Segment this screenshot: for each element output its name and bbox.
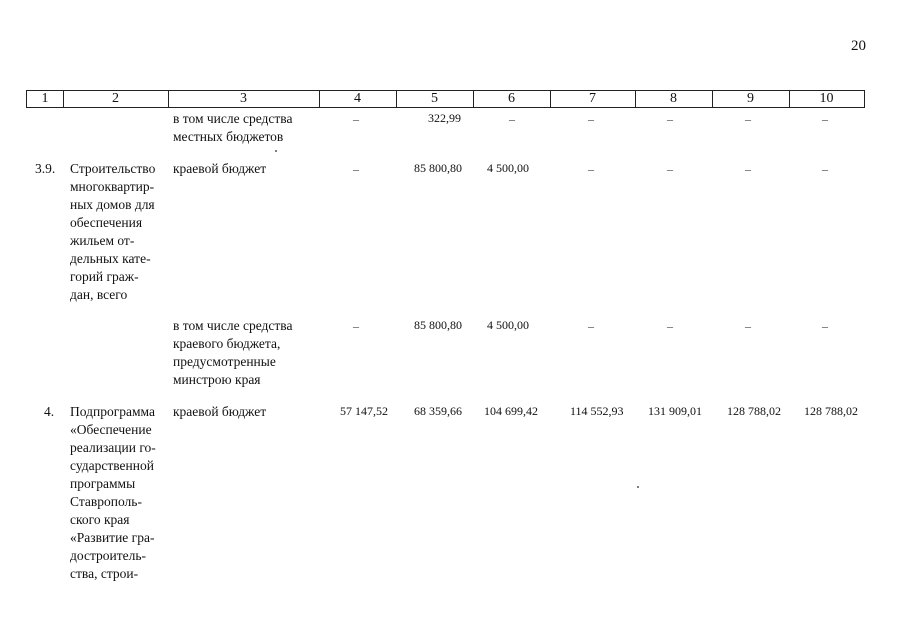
header-col-1: 1 [41,91,49,106]
row-3-9-name-line: горий граж- [70,269,139,284]
row-3-9-sub-col-8: – [667,319,673,333]
row-3-9-sub-source [173,317,315,389]
header-col-7: 7 [589,91,596,106]
row-3-9-sub-col-4: – [353,319,359,333]
row-4-name-line: ского края [70,512,130,527]
header-col-5: 5 [431,91,438,106]
page-number: 20 [851,38,866,54]
continuation-source-line: в том числе средства [173,111,293,126]
row-4-name-line: ства, строи- [70,566,139,581]
header-col-9: 9 [747,91,754,106]
row-3-9-sub-col-7: – [588,319,594,333]
row-3-9-sub-col-10: – [822,319,828,333]
continuation-col-5: 322,99 [428,111,461,125]
row-3-9-sub-col-9: – [745,319,751,333]
continuation-col-10: – [822,112,828,126]
header-col-2: 2 [112,91,119,106]
continuation-col-6: – [509,112,515,126]
row-4-col-6: 104 699,42 [484,404,538,418]
header-col-10: 10 [819,91,834,106]
row-3-9-col-9: – [745,162,751,176]
row-4-col-8: 131 909,01 [648,404,702,418]
row-3-9-sub-col-5: 85 800,80 [414,318,462,332]
row-4-name-line: сударственной [70,458,154,473]
row-3-9-number: 3.9. [35,161,56,176]
row-4-name-line: реализации го- [70,440,156,455]
row-4-source: краевой бюджет [173,404,267,419]
row-3-9-name-line: дельных кате- [70,251,151,266]
row-3-9-name [70,160,168,304]
row-3-9-sub-source-line: краевого бюджета, [173,336,281,351]
row-3-9-col-5: 85 800,80 [414,161,462,175]
header-col-3: 3 [240,91,247,106]
continuation-col-4: – [353,112,359,126]
header-col-6: 6 [508,91,515,106]
row-4-name [70,403,168,583]
continuation-source-line: местных бюджетов [173,129,284,144]
continuation-col-9: – [745,112,751,126]
row-4-name-line: Подпрограмма [70,404,155,419]
row-3-9-name-line: ных домов для [70,197,155,212]
table-header-row [26,90,865,108]
row-3-9-sub-col-6: 4 500,00 [487,318,529,332]
header-col-4: 4 [354,91,361,106]
row-3-9-name-line: жильем от- [70,233,135,248]
row-3-9-sub-source-line: минстрою края [173,372,261,387]
header-col-8: 8 [670,91,677,106]
row-4-name-line: программы [70,476,136,491]
row-3-9-col-7: – [588,162,594,176]
row-3-9-name-line: обеспечения [70,215,143,230]
row-4-col-9: 128 788,02 [727,404,781,418]
row-3-9-col-4: – [353,162,359,176]
row-3-9-col-6: 4 500,00 [487,161,529,175]
continuation-col-8: – [667,112,673,126]
scan-speck [275,150,277,152]
row-4-col-4: 57 147,52 [340,404,388,418]
continuation-source [173,110,315,146]
row-3-9-sub-source-line: предусмотренные [173,354,276,369]
row-3-9-name-line: Строительство [70,161,156,176]
row-3-9-source: краевой бюджет [173,161,267,176]
row-3-9-sub-source-line: в том числе средства [173,318,293,333]
row-4-number: 4. [44,404,55,419]
row-4-col-5: 68 359,66 [414,404,462,418]
row-3-9-name-line: многоквартир- [70,179,155,194]
row-3-9-name-line: дан, всего [70,287,128,302]
row-3-9-col-10: – [822,162,828,176]
row-4-name-line: достроитель- [70,548,147,563]
row-4-col-10: 128 788,02 [804,404,858,418]
scan-speck [637,486,639,488]
row-4-col-7: 114 552,93 [570,404,624,418]
continuation-col-7: – [588,112,594,126]
row-4-name-line: «Развитие гра- [70,530,155,545]
row-4-name-line: «Обеспечение [70,422,152,437]
row-3-9-col-8: – [667,162,673,176]
row-4-name-line: Ставрополь- [70,494,142,509]
